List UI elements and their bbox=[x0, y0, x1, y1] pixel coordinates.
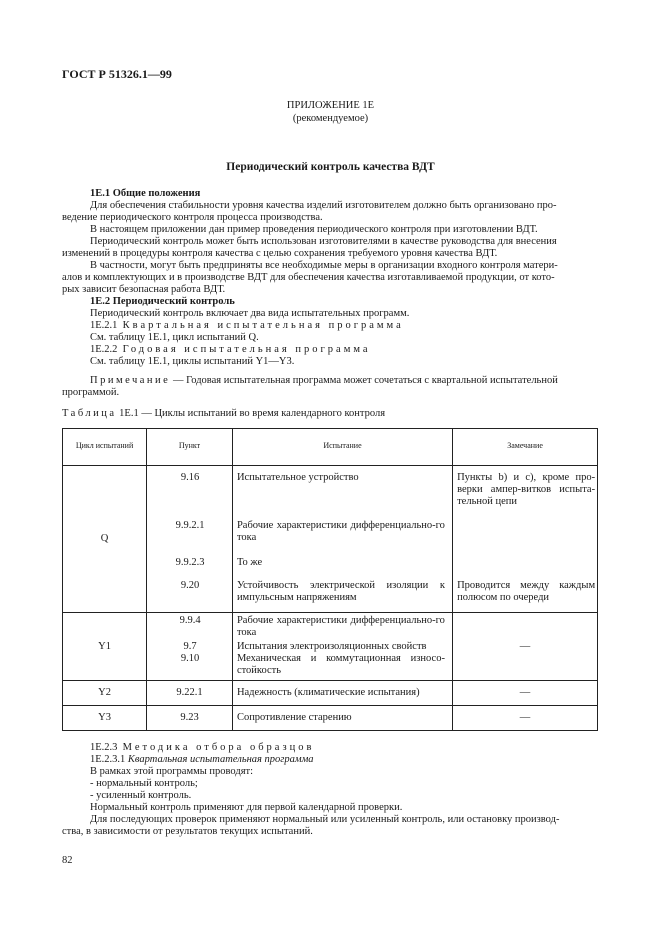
cycle-cell: Y1 bbox=[63, 613, 147, 681]
paragraph-line: В частности, могут быть предприняты все необходимые меры в организации входного контроля матери- bbox=[90, 260, 558, 271]
column-header: Цикл испытаний bbox=[63, 429, 147, 466]
section-heading: 1Е.2 Периодический контроль bbox=[90, 296, 235, 307]
remark-cell: — bbox=[453, 706, 598, 731]
cycle-cell: Y3 bbox=[63, 706, 147, 731]
note-label: Примечание bbox=[90, 375, 171, 386]
standard-number: ГОСТ Р 51326.1—99 bbox=[62, 67, 172, 81]
section-periodic bbox=[62, 296, 598, 399]
table-row bbox=[63, 681, 598, 706]
item-cell: 9.22.1 bbox=[147, 681, 233, 706]
remark-cell: — bbox=[453, 681, 598, 706]
subsection-annual: 1Е.2.2 Годовая испытательная программа bbox=[90, 344, 371, 355]
paragraph-line: алов и комплектующих и в производстве ВДТ для обеспечения качества изготавливаемой продукции, от кото- bbox=[62, 272, 555, 283]
item-cell: 9.16 9.9.2.1 9.9.2.3 9.20 bbox=[147, 466, 233, 613]
paragraph-line: программой. bbox=[62, 387, 120, 398]
page-number: 82 bbox=[62, 855, 73, 866]
list-item: - нормальный контроль; bbox=[90, 778, 198, 789]
column-header: Пункт bbox=[147, 429, 233, 466]
paragraph-line: В настоящем приложении дан пример проведения периодического контроля при изготовлении ВДТ. bbox=[90, 224, 538, 235]
cycle-cell: Y2 bbox=[63, 681, 147, 706]
paragraph-line: рых зависит безопасная работа ВДТ. bbox=[62, 284, 226, 295]
subsection-title: Квартальная испытательная программа bbox=[122, 320, 404, 331]
paragraph-line: изменений в процедуры контроля качества с целью сохранения требуемого уровня качества ВДТ. bbox=[62, 248, 498, 259]
section-general bbox=[62, 188, 598, 296]
cycle-cell: Q bbox=[63, 466, 147, 613]
remark-cell: — bbox=[453, 613, 598, 681]
paragraph-line: См. таблицу 1Е.1, циклы испытаний Y1—Y3. bbox=[90, 356, 295, 367]
table-header-row bbox=[63, 429, 598, 466]
appendix-status: (рекомендуемое) bbox=[292, 113, 369, 124]
subsection-quarterly-program: 1Е.2.3.1 Квартальная испытательная программа bbox=[90, 754, 314, 765]
paragraph-line: Для обеспечения стабильности уровня качества изделий изготовителем должно быть организовано про- bbox=[90, 200, 557, 211]
table-caption: Таблица 1Е.1 — Циклы испытаний во время календарного контроля bbox=[62, 408, 386, 419]
section-heading: 1Е.1 Общие положения bbox=[90, 188, 201, 199]
table-row bbox=[63, 706, 598, 731]
paragraph-line: Для последующих проверок применяют нормальный или усиленный контроль, или остановку производ- bbox=[90, 814, 560, 825]
test-cell: Сопротивление старению bbox=[232, 706, 452, 731]
subsection-title: Годовая испытательная программа bbox=[122, 344, 371, 355]
column-header: Замечание bbox=[453, 429, 598, 466]
test-cell: Испытательное устройство Рабочие характеристики дифференциально-го тока То же Устойчивость электрической изоляции к импульсным напряжениям bbox=[232, 466, 452, 613]
appendix-name: ПРИЛОЖЕНИЕ 1Е bbox=[286, 100, 375, 111]
page-title: Периодический контроль качества ВДТ bbox=[226, 161, 435, 173]
paragraph-line: В рамках этой программы проводят: bbox=[90, 766, 254, 777]
remark-cell: Пункты b) и с), кроме про-верки ампер-витков испыта-тельной цепи Проводится между каждым полюсом по очереди bbox=[453, 466, 598, 613]
paragraph-line: Нормальный контроль применяют для первой календарной проверки. bbox=[90, 802, 403, 813]
paragraph-line: См. таблицу 1Е.1, цикл испытаний Q. bbox=[90, 332, 259, 343]
test-cell: Рабочие характеристики дифференциально-го тока Испытания электроизоляционных свойств Механическая и коммутационная износо-стойкость bbox=[232, 613, 452, 681]
table-row bbox=[63, 613, 598, 681]
list-item: - усиленный контроль. bbox=[90, 790, 192, 801]
test-cell: Надежность (климатические испытания) bbox=[232, 681, 452, 706]
note: Примечание — Годовая испытательная программа может сочетаться с квартальной испытательной bbox=[90, 375, 558, 386]
paragraph-line: Периодический контроль включает два вида испытательных программ. bbox=[90, 308, 410, 319]
item-cell: 9.9.4 9.7 9.10 bbox=[147, 613, 233, 681]
subsection-sampling: 1Е.2.3 Методика отбора образцов bbox=[90, 742, 315, 753]
table-row bbox=[63, 466, 598, 613]
test-cycles-table bbox=[62, 428, 598, 731]
subsection-quarterly: 1Е.2.1 Квартальная испытательная программа bbox=[90, 320, 404, 331]
paragraph-line: ведение периодического контроля процесса производства. bbox=[62, 212, 323, 223]
paragraph-line: ства, в зависимости от результатов текущих испытаний. bbox=[62, 826, 313, 837]
item-cell: 9.23 bbox=[147, 706, 233, 731]
paragraph-line: Периодический контроль может быть использован изготовителями в качестве руководства для внесения bbox=[90, 236, 557, 247]
section-sampling bbox=[62, 742, 598, 838]
column-header: Испытание bbox=[232, 429, 452, 466]
subsection-title: Методика отбора образцов bbox=[122, 742, 315, 753]
